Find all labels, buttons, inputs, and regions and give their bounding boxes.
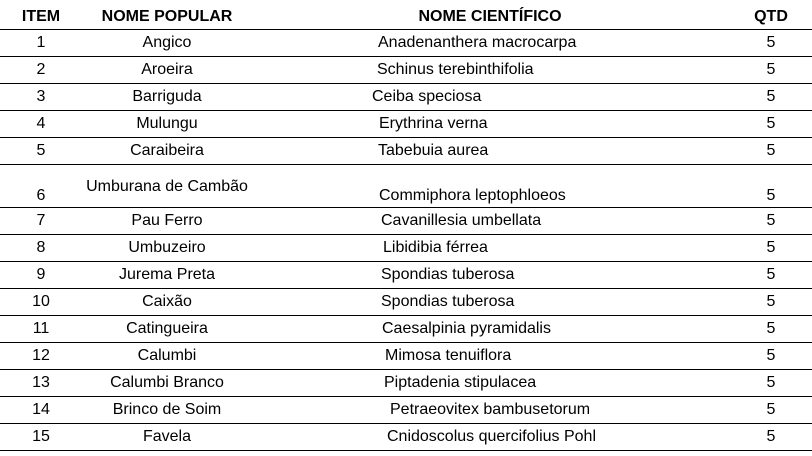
item-number: 15: [32, 428, 50, 445]
item-number: 14: [32, 401, 50, 418]
popular-name: Caraibeira: [130, 142, 204, 159]
quantity: 5: [766, 293, 776, 310]
table-row: [0, 57, 812, 84]
item-number: 12: [32, 347, 50, 364]
popular-name: Favela: [142, 428, 192, 445]
table-row: [0, 289, 812, 316]
table-header-row: [0, 4, 812, 30]
popular-name: Brinco de Soim: [112, 401, 222, 418]
item-number: 8: [36, 239, 46, 256]
quantity: 5: [766, 239, 776, 256]
table-row: [0, 370, 812, 397]
table-row: [0, 165, 812, 208]
header-popular-name: NOME POPULAR: [101, 7, 233, 25]
scientific-name: Libidibia férrea: [383, 239, 488, 256]
item-number: 11: [32, 320, 50, 337]
scientific-name: Ceiba speciosa: [372, 88, 482, 105]
quantity: 5: [766, 212, 776, 229]
table-row: [0, 138, 812, 165]
popular-name: Calumbi Branco: [110, 374, 224, 391]
table-row: [0, 316, 812, 343]
popular-name: Barriguda: [132, 88, 202, 105]
scientific-name: Tabebuia aurea: [378, 142, 489, 159]
quantity: 5: [766, 347, 776, 364]
table-row: [0, 111, 812, 138]
table-row: [0, 424, 812, 451]
scientific-name: Spondias tuberosa: [381, 266, 515, 283]
item-number: 10: [32, 293, 50, 310]
popular-name: Calumbi: [137, 347, 197, 364]
scientific-name: Spondias tuberosa: [381, 293, 515, 310]
table-row: [0, 262, 812, 289]
scientific-name: Anadenanthera macrocarpa: [378, 34, 577, 51]
popular-name: Aroeira: [141, 61, 193, 78]
scientific-name: Schinus terebinthifolia: [377, 61, 534, 78]
quantity: 5: [766, 187, 776, 204]
item-number: 6: [36, 187, 46, 204]
item-number: 5: [36, 142, 46, 159]
header-quantity: QTD: [754, 7, 788, 25]
quantity: 5: [766, 88, 776, 105]
quantity: 5: [766, 142, 776, 159]
quantity: 5: [766, 34, 776, 51]
item-number: 7: [36, 212, 46, 229]
item-number: 1: [36, 34, 46, 51]
scientific-name: Cnidoscolus quercifolius Pohl: [387, 428, 596, 445]
quantity: 5: [766, 266, 776, 283]
scientific-name: Petraeovitex bambusetorum: [390, 401, 591, 418]
popular-name: Angico: [142, 34, 192, 51]
popular-name: Umburana de Cambão: [86, 177, 248, 195]
popular-name: Mulungu: [136, 115, 198, 132]
popular-name: Umbuzeiro: [128, 239, 206, 256]
item-number: 4: [36, 115, 46, 132]
item-number: 2: [36, 61, 46, 78]
table-body: [0, 30, 812, 451]
quantity: 5: [766, 401, 776, 418]
item-number: 3: [36, 88, 46, 105]
species-table: [0, 4, 812, 451]
scientific-name: Caesalpinia pyramidalis: [382, 320, 551, 337]
popular-name: Jurema Preta: [118, 266, 216, 283]
scientific-name: Mimosa tenuiflora: [385, 347, 512, 364]
scientific-name: Cavanillesia umbellata: [381, 212, 542, 229]
table-row: [0, 343, 812, 370]
table-row: [0, 208, 812, 235]
table-row: [0, 84, 812, 111]
item-number: 9: [36, 266, 46, 283]
header-item: ITEM: [21, 7, 61, 25]
quantity: 5: [766, 61, 776, 78]
popular-name: Pau Ferro: [131, 212, 203, 229]
table-row: [0, 235, 812, 262]
table-row: [0, 397, 812, 424]
scientific-name: Erythrina verna: [379, 115, 488, 132]
popular-name: Catingueira: [126, 320, 208, 337]
quantity: 5: [766, 428, 776, 445]
quantity: 5: [766, 374, 776, 391]
scientific-name: Piptadenia stipulacea: [384, 374, 537, 391]
quantity: 5: [766, 115, 776, 132]
header-scientific-name: NOME CIENTÍFICO: [418, 7, 562, 25]
popular-name: Caixão: [142, 293, 192, 310]
item-number: 13: [32, 374, 50, 391]
scientific-name: Commiphora leptophloeos: [379, 187, 566, 204]
table-row: [0, 30, 812, 57]
quantity: 5: [766, 320, 776, 337]
